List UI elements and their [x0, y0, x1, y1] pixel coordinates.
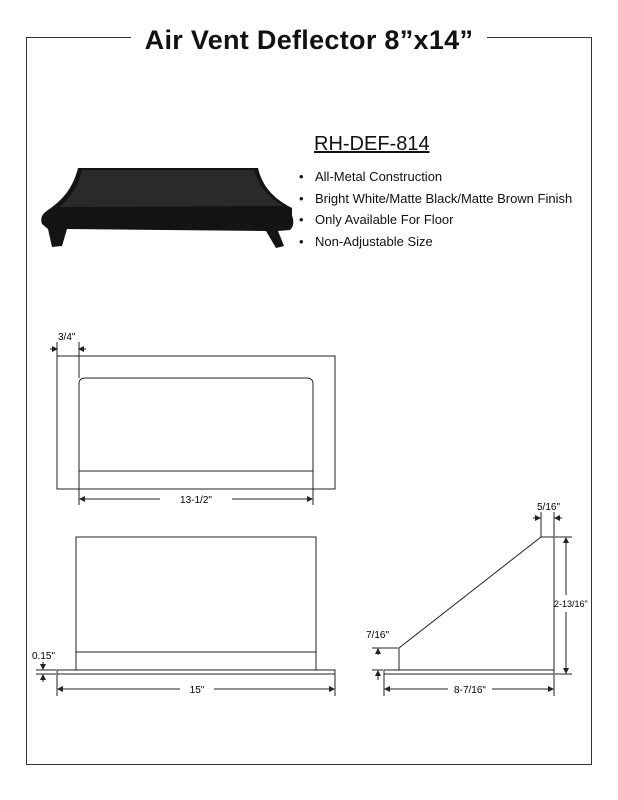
dim-label-height: 2-13/16": [554, 599, 588, 609]
front-view: [36, 537, 335, 696]
top-view: [50, 342, 335, 505]
dim-label-depth: 8-7/16": [454, 685, 486, 696]
bullet-icon: •: [299, 212, 304, 227]
product-image: [41, 168, 293, 248]
front-view-body: [76, 537, 316, 670]
bullet-icon: •: [299, 169, 304, 184]
deflector-highlight: [60, 170, 284, 207]
dim-label-top: 5/16": [537, 502, 561, 513]
side-view-base: [384, 670, 554, 674]
feature-text: Bright White/Matte Black/Matte Brown Finish: [315, 190, 573, 206]
feature-text: Non-Adjustable Size: [315, 233, 433, 249]
dim-label-edge: 3/4": [58, 332, 76, 343]
feature-text: All-Metal Construction: [315, 169, 443, 184]
side-view-profile: [399, 537, 554, 670]
bullet-icon: •: [299, 190, 304, 206]
bullet-icon: •: [299, 233, 304, 249]
product-sku: RH-DEF-814: [314, 133, 430, 155]
dim-label-flange: 0.15": [32, 651, 56, 662]
dim-label-width: 15": [189, 685, 205, 696]
dim-label-inner-width: 13-1/2": [180, 495, 212, 506]
front-view-flange: [57, 670, 335, 674]
top-view-inner: [79, 378, 313, 489]
side-view: [372, 512, 572, 696]
top-view-outer: [57, 356, 335, 489]
dim-label-low-side: 7/16": [366, 630, 390, 641]
feature-text: Only Available For Floor: [315, 212, 454, 227]
page-title: Air Vent Deflector 8”x14”: [131, 25, 488, 55]
